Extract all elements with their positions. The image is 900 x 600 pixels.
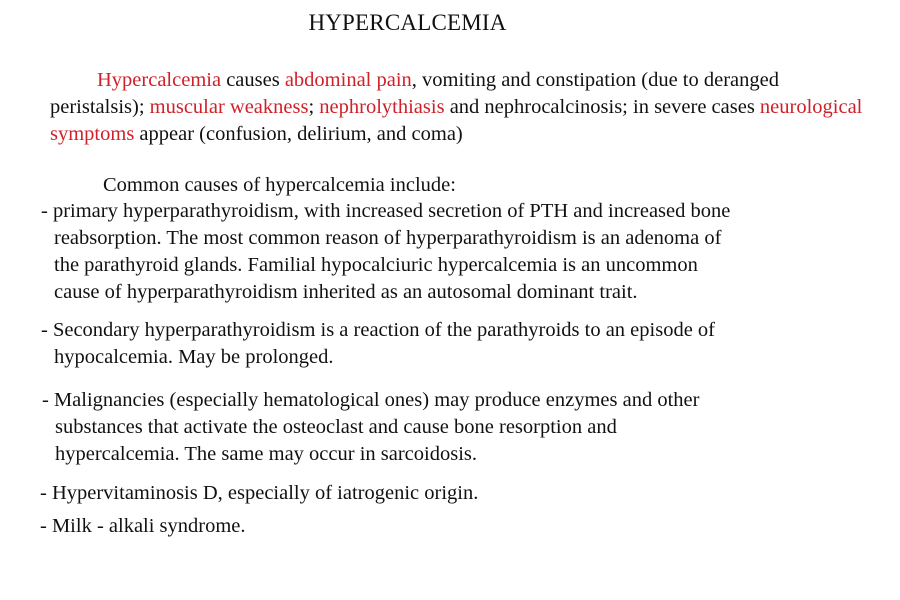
cause-item	[41, 198, 730, 306]
slide-title: HYPERCALCEMIA	[308, 10, 507, 35]
intro-part: muscular weakness	[149, 96, 309, 118]
intro-part: neurological symptoms	[50, 96, 863, 145]
cause-line: - Milk - alkali syndrome.	[40, 515, 246, 537]
cause-item	[40, 480, 478, 507]
cause-line: reabsorption. The most common reason of hyperparathyroidism is an adenoma of	[54, 227, 722, 249]
intro-part: ;	[308, 96, 320, 118]
intro-part: Hypercalcemia	[97, 69, 222, 91]
cause-line: the parathyroid glands. Familial hypocalciuric hypercalcemia is an uncommon	[54, 254, 698, 276]
cause-line: - Malignancies (especially hematological ones) may produce enzymes and other	[42, 389, 700, 411]
intro-part: causes	[221, 69, 285, 91]
intro-part: , vomiting and constipation (due to deranged peristalsis);	[50, 69, 780, 118]
cause-line: substances that activate the osteoclast and cause bone resorption and	[55, 416, 617, 438]
cause-item	[40, 513, 246, 540]
cause-line: - primary hyperparathyroidism, with increased secretion of PTH and increased bone	[41, 200, 731, 222]
causes-heading: Common causes of hypercalcemia include:	[103, 174, 456, 196]
intro-part: appear (confusion, delirium, and coma)	[134, 123, 463, 145]
cause-line: - Hypervitaminosis D, especially of iatrogenic origin.	[40, 482, 479, 504]
cause-item	[41, 317, 715, 371]
cause-item	[42, 387, 699, 468]
cause-line: hypocalcemia. May be prolonged.	[54, 346, 334, 368]
cause-line: - Secondary hyperparathyroidism is a reaction of the parathyroids to an episode of	[41, 319, 716, 341]
intro-paragraph	[50, 67, 870, 148]
cause-line: cause of hyperparathyroidism inherited as an autosomal dominant trait.	[54, 281, 638, 303]
intro-part: and nephrocalcinosis; in severe cases	[444, 96, 760, 118]
intro-part: nephrolythiasis	[319, 96, 445, 118]
cause-line: hypercalcemia. The same may occur in sarcoidosis.	[55, 443, 477, 465]
intro-part: abdominal pain	[284, 69, 412, 91]
